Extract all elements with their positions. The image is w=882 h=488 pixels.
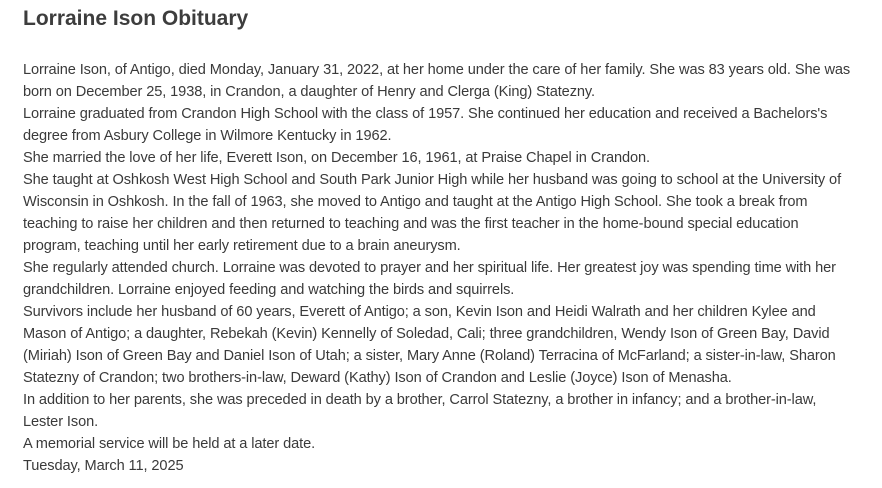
paragraph-marriage: She married the love of her life, Everett Ison, on December 16, 1961, at Praise Chapel in Crandon. xyxy=(23,150,651,166)
paragraph-memorial-service: A memorial service will be held at a later date. xyxy=(23,436,316,452)
paragraph-career: She taught at Oshkosh West High School and South Park Junior High while her husband was going to school at the University of Wisconsin in Oshkosh. In the fall of 1963, she moved to Antigo and taught at the Antigo High School. She took a break from teaching to raise her children and then returned to teaching and was the first teacher in the home-bound special education program, teaching until her early retirement due to a brain aneurysm. xyxy=(23,172,842,254)
paragraph-death-notice: Lorraine Ison, of Antigo, died Monday, January 31, 2022, at her home under the care of her family. She was 83 years old. She was born on December 25, 1938, in Crandon, a daughter of Henry and Clerga (King) Statezny. xyxy=(23,62,851,100)
paragraph-personal-life: She regularly attended church. Lorraine was devoted to prayer and her spiritual life. Her greatest joy was spending time with her grandchildren. Lorraine enjoyed feeding and watching the birds and squirrels. xyxy=(23,260,836,298)
paragraph-education: Lorraine graduated from Crandon High School with the class of 1957. She continued her education and received a Bachelors's degree from Asbury College in Wilmore Kentucky in 1962. xyxy=(23,106,828,144)
paragraph-preceded-in-death: In addition to her parents, she was preceded in death by a brother, Carrol Statezny, a brother in infancy; and a brother-in-law, Lester Ison. xyxy=(23,392,817,430)
publish-date: Tuesday, March 11, 2025 xyxy=(23,458,184,474)
obituary-body xyxy=(23,59,859,477)
page-title: Lorraine Ison Obituary xyxy=(23,7,249,30)
paragraph-survivors: Survivors include her husband of 60 years, Everett of Antigo; a son, Kevin Ison and Heidi Walrath and her children Kylee and Mason of Antigo; a daughter, Rebekah (Kevin) Kennelly of Soledad, Cali; three grandchildren, Wendy Ison of Green Bay, David (Miriah) Ison of Green Bay and Daniel Ison of Utah; a sister, Mary Anne (Roland) Terracina of McFarland; a sister-in-law, Sharon Statezny of Crandon; two brothers-in-law, Deward (Kathy) Ison of Crandon and Leslie (Joyce) Ison of Menasha. xyxy=(23,304,836,386)
